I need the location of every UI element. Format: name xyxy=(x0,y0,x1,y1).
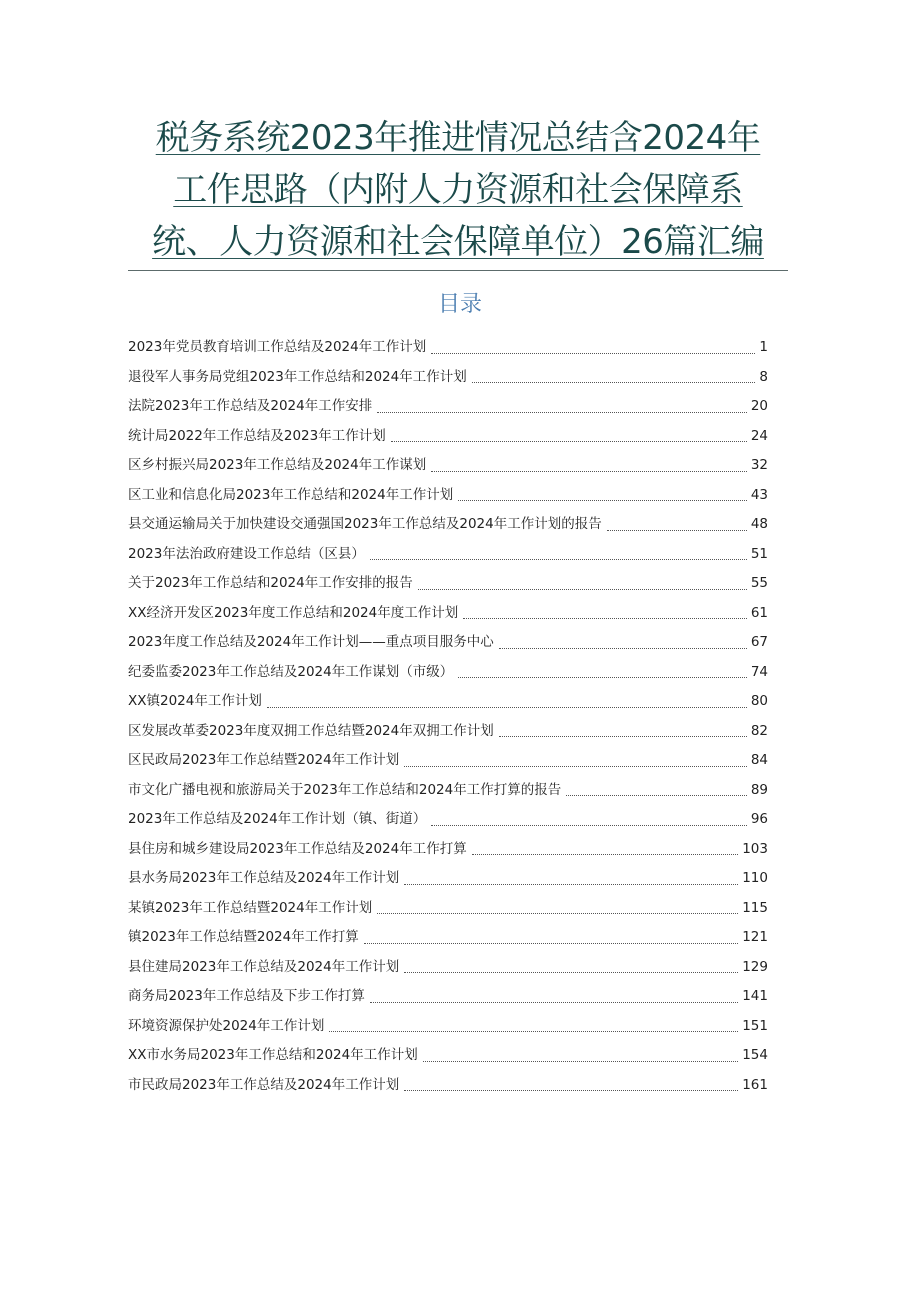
toc-page-number: 20 xyxy=(750,398,768,414)
toc-page-number: 154 xyxy=(742,1047,768,1063)
toc-entry[interactable] xyxy=(128,424,768,454)
title-line-3: 统、人力资源和社会保障单位）26篇汇编 xyxy=(152,222,764,262)
toc-page-number: 1 xyxy=(759,339,768,355)
toc-entry[interactable] xyxy=(128,512,768,542)
toc-entry-title: 市文化广播电视和旅游局关于2023年工作总结和2024年工作打算的报告 xyxy=(128,781,562,798)
toc-page-number: 51 xyxy=(750,545,768,562)
toc-page-number: 161 xyxy=(742,1076,768,1093)
toc-entry-title: 区发展改革委2023年度双拥工作总结暨2024年双拥工作计划 xyxy=(128,722,494,739)
toc-entry-title: XX市水务局2023年工作总结和2024年工作计划 xyxy=(128,1047,418,1063)
toc-page-number: 80 xyxy=(750,693,768,709)
toc-heading: 目录 xyxy=(437,292,482,317)
toc-page-number: 43 xyxy=(750,486,768,503)
toc-dot-leader xyxy=(364,943,739,944)
toc-dot-leader xyxy=(431,353,755,354)
toc-entry[interactable] xyxy=(128,719,768,749)
toc-entry-title: 区乡村振兴局2023年工作总结及2024年工作谋划 xyxy=(128,457,427,473)
table-of-contents xyxy=(128,335,768,1102)
toc-entry[interactable] xyxy=(128,984,768,1014)
toc-dot-leader xyxy=(404,884,738,885)
toc-entry[interactable] xyxy=(128,601,768,631)
toc-page-number: 82 xyxy=(750,722,768,739)
toc-entry[interactable] xyxy=(128,896,768,926)
toc-entry-title: 镇2023年工作总结暨2024年工作打算 xyxy=(128,929,359,945)
toc-page-number: 115 xyxy=(742,899,768,916)
toc-entry-title: 县交通运输局关于加快建设交通强国2023年工作总结及2024年工作计划的报告 xyxy=(128,516,602,532)
toc-dot-leader xyxy=(472,854,739,855)
toc-entry[interactable] xyxy=(128,689,768,719)
toc-entry[interactable] xyxy=(128,866,768,896)
toc-page-number: 151 xyxy=(742,1017,768,1034)
toc-page-number: 67 xyxy=(750,634,768,650)
title-line-2: 工作思路（内附人力资源和社会保障系 xyxy=(173,170,743,210)
toc-entry-title: 统计局2022年工作总结及2023年工作计划 xyxy=(128,427,386,444)
toc-entry-title: 环境资源保护处2024年工作计划 xyxy=(128,1017,325,1034)
toc-dot-leader xyxy=(499,736,747,737)
toc-entry-title: 2023年法治政府建设工作总结（区县） xyxy=(128,545,365,562)
toc-entry-title: 关于2023年工作总结和2024年工作安排的报告 xyxy=(128,575,413,591)
toc-dot-leader xyxy=(431,825,747,826)
toc-dot-leader xyxy=(431,471,747,472)
toc-entry[interactable] xyxy=(128,542,768,572)
toc-entry-title: 2023年工作总结及2024年工作计划（镇、街道） xyxy=(128,811,427,827)
toc-dot-leader xyxy=(566,795,747,796)
toc-entry[interactable] xyxy=(128,453,768,483)
toc-entry[interactable] xyxy=(128,1014,768,1044)
toc-entry[interactable] xyxy=(128,955,768,985)
toc-page-number: 32 xyxy=(750,457,768,473)
toc-entry[interactable] xyxy=(128,571,768,601)
toc-page-number: 61 xyxy=(750,604,768,621)
toc-entry-title: 商务局2023年工作总结及下步工作打算 xyxy=(128,988,365,1004)
toc-entry[interactable] xyxy=(128,483,768,513)
toc-dot-leader xyxy=(458,677,747,678)
toc-entry-title: 县水务局2023年工作总结及2024年工作计划 xyxy=(128,870,400,886)
toc-entry[interactable] xyxy=(128,1073,768,1103)
toc-entry[interactable] xyxy=(128,748,768,778)
toc-dot-leader xyxy=(370,1002,738,1003)
toc-dot-leader xyxy=(370,559,747,560)
toc-entry[interactable] xyxy=(128,925,768,955)
toc-dot-leader xyxy=(607,530,747,531)
toc-page-number: 55 xyxy=(750,575,768,591)
toc-dot-leader xyxy=(423,1061,739,1062)
toc-entry[interactable] xyxy=(128,365,768,395)
toc-entry[interactable] xyxy=(128,778,768,808)
toc-entry-title: 区民政局2023年工作总结暨2024年工作计划 xyxy=(128,752,400,768)
toc-dot-leader xyxy=(377,913,738,914)
toc-dot-leader xyxy=(329,1031,738,1032)
toc-entry-title: 市民政局2023年工作总结及2024年工作计划 xyxy=(128,1076,400,1093)
document-title xyxy=(128,112,788,271)
toc-page-number: 121 xyxy=(742,929,768,945)
toc-entry-title: 纪委监委2023年工作总结及2024年工作谋划（市级） xyxy=(128,663,454,680)
toc-dot-leader xyxy=(463,618,747,619)
toc-entry-title: 县住建局2023年工作总结及2024年工作计划 xyxy=(128,958,400,975)
title-line-1: 税务系统2023年推进情况总结含2024年 xyxy=(155,118,761,158)
toc-page-number: 129 xyxy=(742,958,768,975)
toc-page-number: 89 xyxy=(750,781,768,798)
toc-entry-title: 某镇2023年工作总结暨2024年工作计划 xyxy=(128,899,373,916)
toc-page-number: 141 xyxy=(742,988,768,1004)
toc-entry[interactable] xyxy=(128,394,768,424)
toc-dot-leader xyxy=(404,766,747,767)
toc-entry-title: 退役军人事务局党组2023年工作总结和2024年工作计划 xyxy=(128,368,467,385)
toc-entry-title: 2023年党员教育培训工作总结及2024年工作计划 xyxy=(128,339,427,355)
toc-dot-leader xyxy=(458,500,747,501)
toc-entry-title: 县住房和城乡建设局2023年工作总结及2024年工作打算 xyxy=(128,840,467,857)
toc-dot-leader xyxy=(391,441,747,442)
toc-dot-leader xyxy=(377,412,747,413)
toc-page-number: 8 xyxy=(759,368,768,385)
toc-page-number: 24 xyxy=(750,427,768,444)
toc-dot-leader xyxy=(472,382,756,383)
toc-entry[interactable] xyxy=(128,807,768,837)
toc-page-number: 103 xyxy=(742,840,768,857)
toc-entry-title: XX镇2024年工作计划 xyxy=(128,693,262,709)
toc-dot-leader xyxy=(499,648,747,649)
toc-entry[interactable] xyxy=(128,1043,768,1073)
toc-entry-title: 2023年度工作总结及2024年工作计划——重点项目服务中心 xyxy=(128,634,494,650)
toc-dot-leader xyxy=(418,589,747,590)
toc-entry[interactable] xyxy=(128,630,768,660)
toc-page-number: 110 xyxy=(742,870,768,886)
toc-dot-leader xyxy=(404,972,738,973)
toc-entry[interactable] xyxy=(128,660,768,690)
toc-entry-title: XX经济开发区2023年度工作总结和2024年度工作计划 xyxy=(128,604,459,621)
toc-entry-title: 区工业和信息化局2023年工作总结和2024年工作计划 xyxy=(128,486,454,503)
toc-page-number: 48 xyxy=(750,516,768,532)
toc-dot-leader xyxy=(404,1090,738,1091)
toc-page-number: 96 xyxy=(750,811,768,827)
toc-page-number: 84 xyxy=(750,752,768,768)
toc-dot-leader xyxy=(267,707,747,708)
toc-page-number: 74 xyxy=(750,663,768,680)
toc-entry-title: 法院2023年工作总结及2024年工作安排 xyxy=(128,398,373,414)
toc-entry[interactable] xyxy=(128,837,768,867)
toc-entry[interactable] xyxy=(128,335,768,365)
